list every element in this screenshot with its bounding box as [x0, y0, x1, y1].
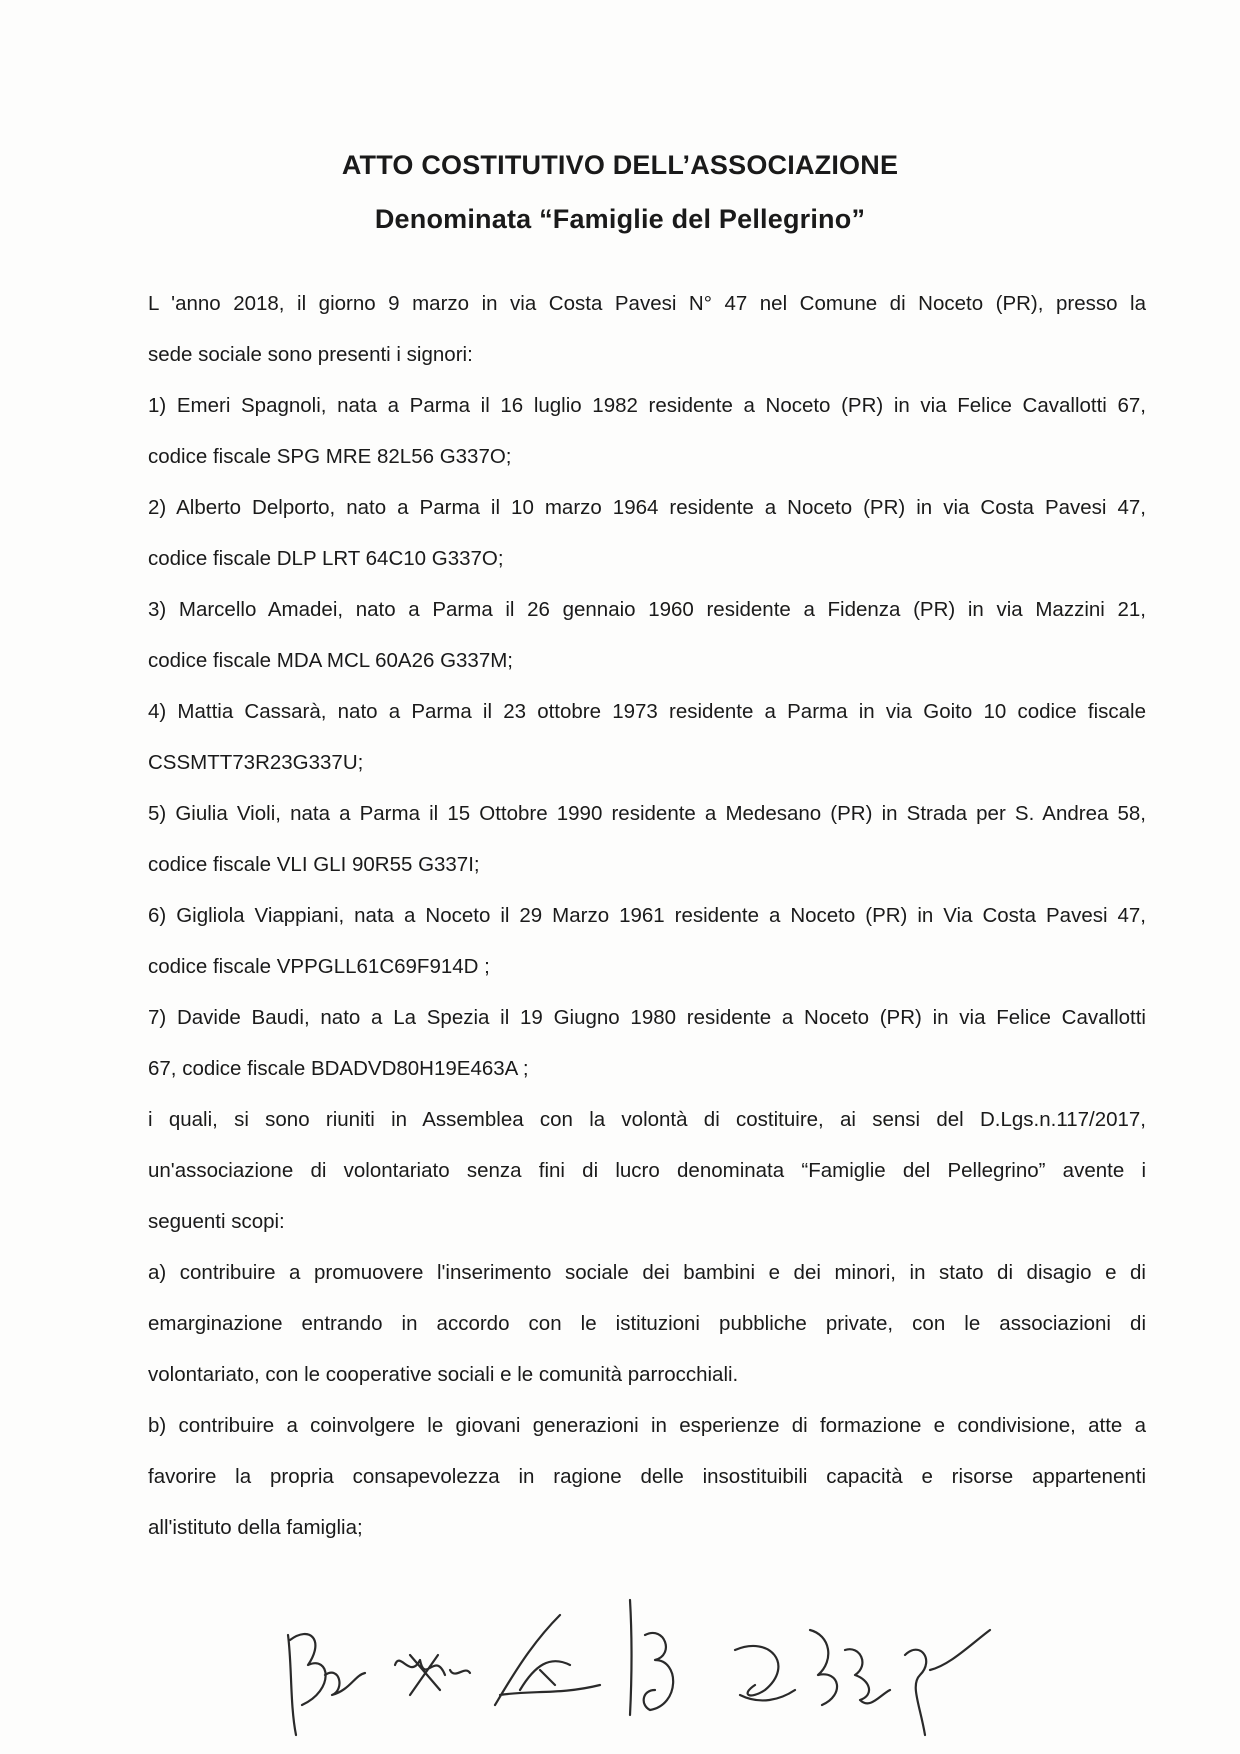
document-body — [148, 278, 1146, 1553]
text-line: codice fiscale VPPGLL61C69F914D ; — [148, 955, 490, 978]
text-line: codice fiscale DLP LRT 64C10 G337O; — [148, 547, 504, 570]
text-line: emarginazione entrando in accordo con le istituzioni pubbliche private, con le associazioni di — [148, 1312, 1146, 1335]
signatures-drawing — [270, 1595, 1090, 1745]
text-line: 4) Mattia Cassarà, nato a Parma il 23 ottobre 1973 residente a Parma in via Goito 10 codice fiscale — [148, 700, 1146, 723]
text-line: codice fiscale SPG MRE 82L56 G337O; — [148, 445, 512, 468]
text-line: codice fiscale MDA MCL 60A26 G337M; — [148, 649, 513, 672]
text-line: 6) Gigliola Viappiani, nata a Noceto il 29 Marzo 1961 residente a Noceto (PR) in Via Costa Pavesi 47, — [148, 904, 1146, 927]
handwritten-signatures — [270, 1595, 1090, 1745]
text-line: volontariato, con le cooperative sociali e le comunità parrocchiali. — [148, 1363, 739, 1386]
text-line: i quali, si sono riuniti in Assemblea con la volontà di costituire, ai sensi del D.Lgs.n.117/2017, — [148, 1108, 1146, 1131]
signature-3 — [495, 1615, 600, 1705]
text-line: 1) Emeri Spagnoli, nata a Parma il 16 luglio 1982 residente a Noceto (PR) in via Felice Cavallotti 67, — [148, 394, 1146, 417]
text-line: 67, codice fiscale BDADVD80H19E463A ; — [148, 1057, 529, 1080]
signature-2 — [395, 1655, 470, 1695]
text-line: sede sociale sono presenti i signori: — [148, 343, 473, 366]
text-line: favorire la propria consapevolezza in ragione delle insostituibili capacità e risorse appartenenti — [148, 1465, 1146, 1488]
signature-7 — [905, 1630, 990, 1735]
text-line: codice fiscale VLI GLI 90R55 G337I; — [148, 853, 480, 876]
text-line: L 'anno 2018, il giorno 9 marzo in via Costa Pavesi N° 47 nel Comune di Noceto (PR), presso la — [148, 292, 1146, 315]
text-line: 2) Alberto Delporto, nato a Parma il 10 marzo 1964 residente a Noceto (PR) in via Costa Pavesi 47, — [148, 496, 1146, 519]
text-line: b) contribuire a coinvolgere le giovani generazioni in esperienze di formazione e condivisione, atte a — [148, 1414, 1146, 1437]
text-line: a) contribuire a promuovere l'inserimento sociale dei bambini e dei minori, in stato di disagio e di — [148, 1261, 1146, 1284]
signature-6 — [810, 1630, 890, 1705]
text-line: 3) Marcello Amadei, nato a Parma il 26 gennaio 1960 residente a Fidenza (PR) in via Mazzini 21, — [148, 598, 1146, 621]
document-subtitle: Denominata “Famiglie del Pellegrino” — [374, 204, 866, 234]
signature-4 — [630, 1600, 673, 1715]
text-line: 7) Davide Baudi, nato a La Spezia il 19 Giugno 1980 residente a Noceto (PR) in via Felice Cavallotti — [148, 1006, 1146, 1029]
text-line: all'istituto della famiglia; — [148, 1516, 363, 1539]
document-title: ATTO COSTITUTIVO DELL’ASSOCIAZIONE — [341, 150, 899, 180]
text-line: un'associazione di volontariato senza fini di lucro denominata “Famiglie del Pellegrino” avente i — [148, 1159, 1146, 1182]
signature-5 — [735, 1646, 795, 1700]
signature-1 — [288, 1634, 365, 1735]
text-line: CSSMTT73R23G337U; — [148, 751, 364, 774]
text-line: seguenti scopi: — [148, 1210, 285, 1233]
text-line: 5) Giulia Violi, nata a Parma il 15 Ottobre 1990 residente a Medesano (PR) in Strada per S. Andrea 58, — [148, 802, 1146, 825]
